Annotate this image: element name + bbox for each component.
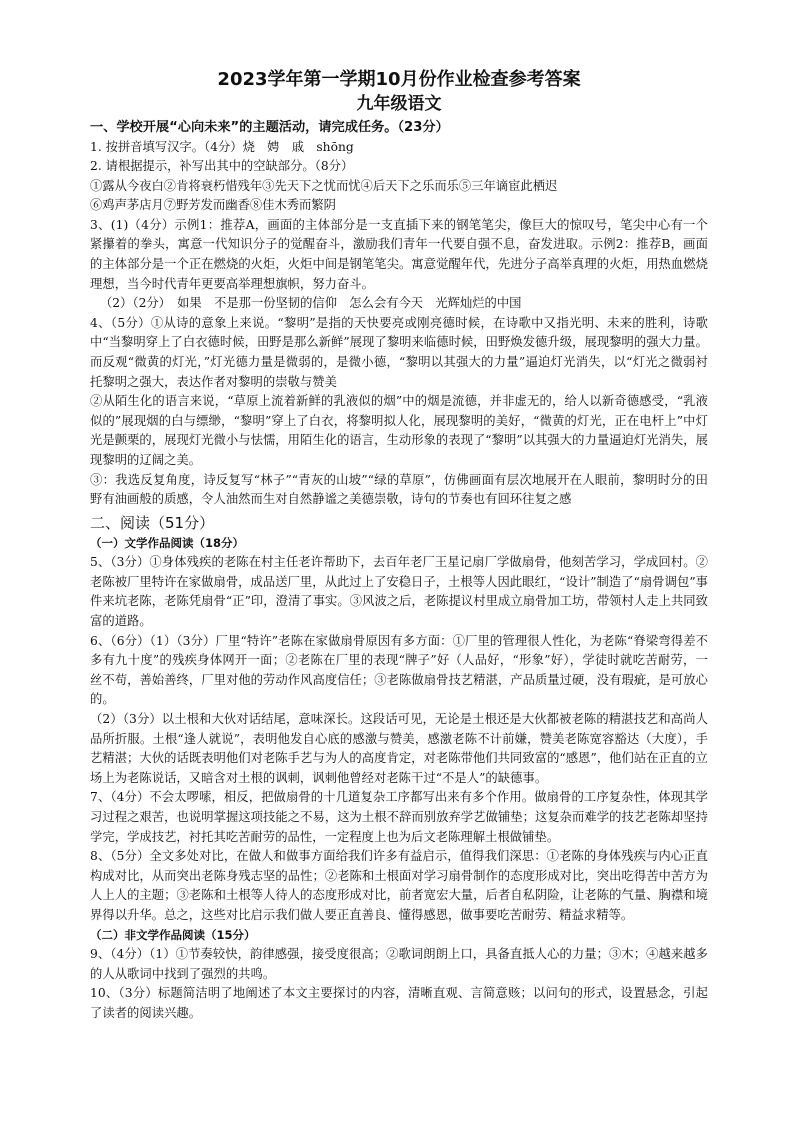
question-2-answers-line2: ⑥鸡声茅店月⑦野芳发而幽香⑧佳木秀而繁阴: [90, 198, 336, 213]
question-4-point3: ③：我选反复角度，诗反复写“林子”“青灰的山坡”“绿的草原”，仿佛画面有层次地展开在人眼前，黎明时分的田野有油画般的质感，令人油然而生对自然静谧之美德崇敬，诗句的节奏也有回环往复之感: [90, 472, 708, 507]
question-10: 10、（3分）标题简洁明了地阐述了本文主要探讨的内容，清晰直观、言简意赅；以问句的形式，设置悬念，引起了读者的阅读兴趣。: [90, 986, 708, 1020]
question-2: 2. 请根据提示，补写出其中的空缺部分。（8分）: [90, 159, 354, 174]
question-5: 5、（3分）①身体残疾的老陈在村主任老许帮助下，去百年老厂王星记扇厂学做扇骨，他刻苦学习，学成回村。②老陈被厂里特许在家做扇骨，成品送厂里，从此过上了安稳日子，土根等人因此眼红，“设计”制造了“扇骨调包”事件来坑老陈，老陈凭扇骨“正”印，澄清了事实。③风波之后，老陈提议村里成立扇骨加工坊，带领村人走上共同致富的道路。: [90, 555, 708, 629]
question-4-point2: ②从陌生化的语言来说，“草原上流着新鲜的乳液似的烟”中的烟是流德，并非虚无的，给人以新奇德感受，“乳液似的”展现烟的白与缥缈，“黎明”穿上了白衣，将黎明拟人化，展现黎明的美好，“微黄的灯光，正在电杆上”中灯光是颤栗的，展现灯光微小与怯懦，用陌生化的语言，生动形象的表现了“黎明”以其强大的力量逼迫灯光消失，展现黎明的辽阔之美。: [90, 394, 708, 467]
part2-heading: 二、阅读（51分）: [90, 513, 215, 532]
part1-heading: 一、学校开展“心向未来”的主题活动，请完成任务。（23分）: [90, 120, 449, 135]
question-3-part1: 3、(1)（4分）示例1：推荐A，画面的主体部分是一支直插下来的钢笔笔尖，像巨大的惊叹号，笔尖中心有一个紧攥着的拳头，寓意一代知识分子的觉醒奋斗，激励我们青年一代要自强不息，奋发进取。示例2：推荐B，画面的主体部分是一个正在燃烧的火炬，火炬中间是钢笔笔尖。寓意觉醒年代，先进分子高举真理的火炬，用热血燃烧理想，当今时代青年更要高举理想旗帜，努力奋斗。: [90, 217, 708, 291]
document-subtitle: 九年级语文: [356, 94, 442, 114]
question-4-point1: 4、（5分）①从诗的意象上来说。“黎明”是指的天快要亮或刚亮德时候，在诗歌中又指光明、未来的胜利，诗歌中“当黎明穿上了白衣德时候，田野是那么新鲜”展现了黎明来临德时候，田野焕发德升级，展现黎明的强大力量。而反观“微黄的灯光，”灯光德力量是微弱的，是微小德，“黎明以其强大的力量”逼迫灯光消失，以“灯光之微弱衬托黎明之强大，表达作者对黎明的崇敬与赞美: [90, 315, 708, 389]
question-2-answers-line1: ①露从今夜白②肯将衰朽惜残年③先天下之忧而忧④后天下之乐而乐⑤三年谪宦此栖迟: [90, 178, 558, 193]
question-9: 9、（4分）（1）①节奏较快，韵律感强，接受度很高；②歌词朗朗上口，具备直抵人心的力量；③木；④越来越多的人从歌词中找到了强烈的共鸣。: [90, 947, 708, 981]
question-6-part2: （2）（3分）以土根和大伙对话结尾，意味深长。这段话可见，无论是土根还是大伙都被老陈的精湛技艺和高尚人品所折服。土根“逢人就说”，表明他发自心底的感激与赞美，感激老陈不计前嫌，赞美老陈宽容豁达（大度），手艺精湛；大伙的话既表明他们对老陈手艺与为人的高度肯定，对老陈带他们共同致富的“感恩”，他们站在正直的立场上为老陈说话，又暗含对土根的讽刺，讽刺他曾经对老陈干过“不是人”的缺德事。: [90, 712, 708, 785]
question-3-part2: （2）（2分） 如果 不是那一份坚韧的信仰 怎么会有今天 光辉灿烂的中国: [100, 296, 522, 311]
question-6-part1: 6、（6分）（1）（3分）厂里“特许”老陈在家做扇骨原因有多方面：①厂里的管理很人性化，为老陈“脊梁弯得差不多有九十度”的残疾身体网开一面；②老陈在厂里的表现“牌子”好（人品好，“形象”好），学徒时就吃苦耐劳，一丝不苟，善始善终，厂里对他的劳动作风高度信任；③老陈做扇骨技艺精湛，产品质量过硬，没有瑕疵，是可放心的。: [90, 633, 708, 707]
question-8: 8、（5分）全文多处对比，在做人和做事方面给我们许多有益启示，值得我们深思：①老陈的身体残疾与内心正直构成对比，从而突出老陈身残志坚的品性；②老陈和土根面对学习扇骨制作的态度形成对比，突出吃得苦中苦方为人上人的主题；③老陈和土根等人待人的态度形成对比，前者宽宏大量，后者自私阴险，让老陈的气量、胸襟和境界得以升华。总之，这些对比启示我们做人要正直善良、懂得感恩，做事要吃苦耐劳、精益求精等。: [90, 849, 708, 922]
question-7: 7、（4分）不会太啰嗦，相反，把做扇骨的十几道复杂工序都写出来有多个作用。做扇骨的工序复杂性，体现其学习过程之艰苦，也说明掌握这项技能之不易，这为土根不辞而别放弃学艺做铺垫；这复杂而难学的技艺老陈却坚持学完，学成技艺，衬托其吃苦耐劳的品性，一定程度上也为后文老陈理解土根做铺垫。: [90, 790, 708, 844]
question-1: 1. 按拼音填写汉字。（4分）烧 娉 戚 shōng: [90, 139, 354, 154]
part2-literary-subheading: （一）文学作品阅读（18分）: [90, 535, 245, 550]
part2-nonliterary-subheading: （二）非文学作品阅读（15分）: [90, 927, 256, 942]
document-title: 2023学年第一学期10月份作业检查参考答案: [217, 69, 581, 90]
